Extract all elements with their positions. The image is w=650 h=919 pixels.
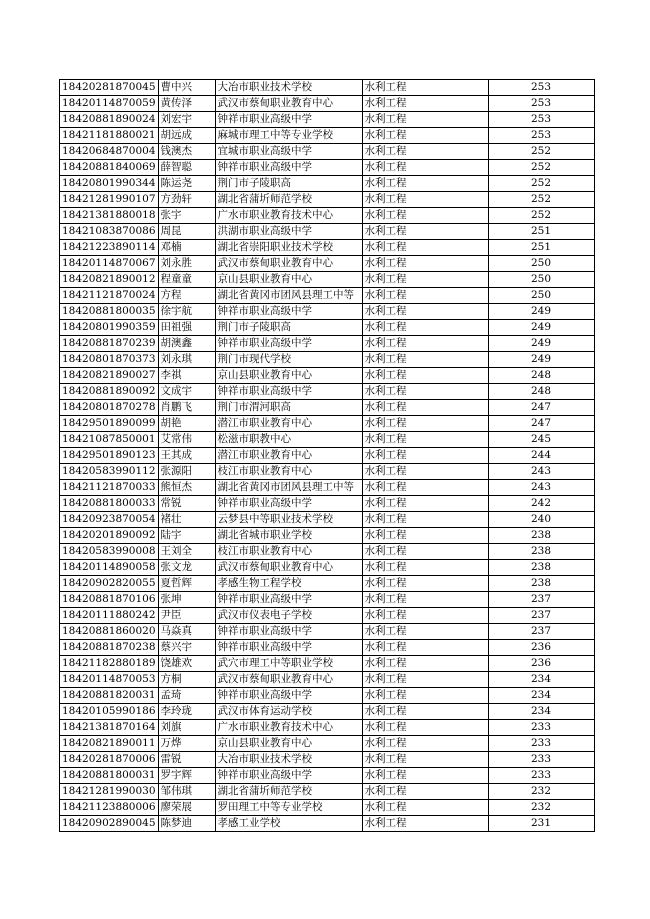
school-cell: 湖北省黄冈市团风县理工中等: [215, 480, 362, 496]
school-cell: 孝感生物工程学校: [215, 576, 362, 592]
candidate-id-cell: 18420821890011: [60, 736, 159, 752]
score-cell: 238: [488, 560, 594, 576]
candidate-id-cell: 18421381880018: [60, 208, 159, 224]
major-cell: 水利工程: [362, 608, 488, 624]
school-cell: 湖北省蒲圻师范学校: [215, 784, 362, 800]
candidate-id-cell: 18420881870238: [60, 640, 159, 656]
candidate-id-cell: 18420201890092: [60, 528, 159, 544]
score-cell: 252: [488, 144, 594, 160]
major-cell: 水利工程: [362, 240, 488, 256]
major-cell: 水利工程: [362, 736, 488, 752]
major-cell: 水利工程: [362, 752, 488, 768]
candidate-id-cell: 18420684870004: [60, 144, 159, 160]
school-cell: 宜城市职业高级中学: [215, 144, 362, 160]
candidate-id-cell: 18420881840069: [60, 160, 159, 176]
table-row: [60, 128, 595, 144]
student-name-cell: 曹中兴: [158, 80, 215, 96]
major-cell: 水利工程: [362, 96, 488, 112]
major-cell: 水利工程: [362, 560, 488, 576]
major-cell: 水利工程: [362, 352, 488, 368]
school-cell: 广水市职业教育技术中心: [215, 208, 362, 224]
candidate-id-cell: 18420583990112: [60, 464, 159, 480]
major-cell: 水利工程: [362, 400, 488, 416]
student-name-cell: 熊恒杰: [158, 480, 215, 496]
student-name-cell: 马焱真: [158, 624, 215, 640]
score-cell: 249: [488, 352, 594, 368]
major-cell: 水利工程: [362, 624, 488, 640]
candidate-id-cell: 18420801870278: [60, 400, 159, 416]
table-row: [60, 672, 595, 688]
student-name-cell: 文成宇: [158, 384, 215, 400]
student-name-cell: 肖鹏飞: [158, 400, 215, 416]
major-cell: 水利工程: [362, 784, 488, 800]
major-cell: 水利工程: [362, 368, 488, 384]
candidate-id-cell: 18421223890114: [60, 240, 159, 256]
student-name-cell: 陆宇: [158, 528, 215, 544]
student-name-cell: 刘宏宇: [158, 112, 215, 128]
candidate-id-cell: 18421281990107: [60, 192, 159, 208]
major-cell: 水利工程: [362, 304, 488, 320]
candidate-id-cell: 18420881890024: [60, 112, 159, 128]
candidate-id-cell: 18420114870053: [60, 672, 159, 688]
candidate-id-cell: 18420821890027: [60, 368, 159, 384]
score-cell: 249: [488, 320, 594, 336]
score-cell: 247: [488, 400, 594, 416]
student-name-cell: 胡远成: [158, 128, 215, 144]
student-name-cell: 张源阳: [158, 464, 215, 480]
school-cell: 大冶市职业技术学校: [215, 80, 362, 96]
school-cell: 荆门市渭河职高: [215, 400, 362, 416]
major-cell: 水利工程: [362, 160, 488, 176]
student-name-cell: 胡艳: [158, 416, 215, 432]
table-row: [60, 320, 595, 336]
candidate-id-cell: 18420902890045: [60, 816, 159, 832]
table-row: [60, 816, 595, 832]
score-cell: 251: [488, 224, 594, 240]
score-cell: 232: [488, 800, 594, 816]
school-cell: 荆门市子陵职高: [215, 176, 362, 192]
student-name-cell: 雷锐: [158, 752, 215, 768]
score-cell: 237: [488, 624, 594, 640]
school-cell: 潜江市职业教育中心: [215, 416, 362, 432]
score-cell: 252: [488, 192, 594, 208]
major-cell: 水利工程: [362, 336, 488, 352]
table-row: [60, 576, 595, 592]
school-cell: 麻城市理工中等专业学校: [215, 128, 362, 144]
score-cell: 248: [488, 384, 594, 400]
student-name-cell: 廖荣展: [158, 800, 215, 816]
score-cell: 232: [488, 784, 594, 800]
table-row: [60, 192, 595, 208]
candidate-id-cell: 18420281870006: [60, 752, 159, 768]
candidate-id-cell: 18421083870086: [60, 224, 159, 240]
major-cell: 水利工程: [362, 720, 488, 736]
candidate-id-cell: 18420281870045: [60, 80, 159, 96]
score-cell: 234: [488, 672, 594, 688]
major-cell: 水利工程: [362, 656, 488, 672]
score-cell: 252: [488, 208, 594, 224]
major-cell: 水利工程: [362, 288, 488, 304]
score-cell: 240: [488, 512, 594, 528]
candidate-id-cell: 18421182880189: [60, 656, 159, 672]
student-name-cell: 蔡兴宇: [158, 640, 215, 656]
student-name-cell: 尹臣: [158, 608, 215, 624]
school-cell: 钟祥市职业高级中学: [215, 160, 362, 176]
score-cell: 248: [488, 368, 594, 384]
school-cell: 大冶市职业技术学校: [215, 752, 362, 768]
table-row: [60, 720, 595, 736]
score-cell: 234: [488, 704, 594, 720]
major-cell: 水利工程: [362, 704, 488, 720]
candidate-id-cell: 18420821890012: [60, 272, 159, 288]
school-cell: 钟祥市职业高级中学: [215, 304, 362, 320]
score-cell: 247: [488, 416, 594, 432]
score-cell: 251: [488, 240, 594, 256]
candidate-id-cell: 18420881820031: [60, 688, 159, 704]
major-cell: 水利工程: [362, 816, 488, 832]
major-cell: 水利工程: [362, 112, 488, 128]
score-cell: 249: [488, 304, 594, 320]
major-cell: 水利工程: [362, 416, 488, 432]
major-cell: 水利工程: [362, 144, 488, 160]
table-row: [60, 640, 595, 656]
table-body: [60, 80, 595, 832]
candidate-id-cell: 18420881800031: [60, 768, 159, 784]
school-cell: 钟祥市职业高级中学: [215, 112, 362, 128]
table-row: [60, 384, 595, 400]
major-cell: 水利工程: [362, 464, 488, 480]
school-cell: 钟祥市职业高级中学: [215, 496, 362, 512]
student-name-cell: 刘永琪: [158, 352, 215, 368]
school-cell: 洪湖市职业高级中学: [215, 224, 362, 240]
table-row: [60, 736, 595, 752]
table-row: [60, 176, 595, 192]
table-row: [60, 656, 595, 672]
table-row: [60, 800, 595, 816]
table-row: [60, 400, 595, 416]
score-cell: 233: [488, 720, 594, 736]
candidate-id-cell: 18420881800035: [60, 304, 159, 320]
student-name-cell: 饶雄欢: [158, 656, 215, 672]
candidate-id-cell: 18421181880021: [60, 128, 159, 144]
table-row: [60, 96, 595, 112]
major-cell: 水利工程: [362, 576, 488, 592]
table-row: [60, 416, 595, 432]
candidate-id-cell: 18420881870239: [60, 336, 159, 352]
major-cell: 水利工程: [362, 688, 488, 704]
student-name-cell: 刘永胜: [158, 256, 215, 272]
score-cell: 250: [488, 288, 594, 304]
score-cell: 236: [488, 656, 594, 672]
table-row: [60, 784, 595, 800]
school-cell: 枝江市职业教育中心: [215, 464, 362, 480]
candidate-id-cell: 18420105990186: [60, 704, 159, 720]
major-cell: 水利工程: [362, 176, 488, 192]
candidate-id-cell: 18429501890099: [60, 416, 159, 432]
score-cell: 238: [488, 528, 594, 544]
results-table: [59, 79, 595, 832]
table-row: [60, 768, 595, 784]
table-row: [60, 432, 595, 448]
table-row: [60, 240, 595, 256]
score-cell: 250: [488, 272, 594, 288]
major-cell: 水利工程: [362, 800, 488, 816]
table-row: [60, 480, 595, 496]
candidate-id-cell: 18421087850001: [60, 432, 159, 448]
candidate-id-cell: 18420881800033: [60, 496, 159, 512]
candidate-id-cell: 18420923870054: [60, 512, 159, 528]
candidate-id-cell: 18421121870033: [60, 480, 159, 496]
school-cell: 云梦县中等职业技术学校: [215, 512, 362, 528]
score-cell: 238: [488, 576, 594, 592]
table-row: [60, 544, 595, 560]
candidate-id-cell: 18420111880242: [60, 608, 159, 624]
table-row: [60, 496, 595, 512]
student-name-cell: 王其成: [158, 448, 215, 464]
major-cell: 水利工程: [362, 432, 488, 448]
score-cell: 252: [488, 176, 594, 192]
score-cell: 244: [488, 448, 594, 464]
table-row: [60, 464, 595, 480]
table-row: [60, 688, 595, 704]
student-name-cell: 邓楠: [158, 240, 215, 256]
table-row: [60, 224, 595, 240]
school-cell: 钟祥市职业高级中学: [215, 336, 362, 352]
major-cell: 水利工程: [362, 512, 488, 528]
student-name-cell: 田祖强: [158, 320, 215, 336]
school-cell: 枝江市职业教育中心: [215, 544, 362, 560]
major-cell: 水利工程: [362, 320, 488, 336]
table-row: [60, 592, 595, 608]
student-name-cell: 周昆: [158, 224, 215, 240]
school-cell: 孝感工业学校: [215, 816, 362, 832]
major-cell: 水利工程: [362, 272, 488, 288]
candidate-id-cell: 18420801990344: [60, 176, 159, 192]
score-cell: 233: [488, 768, 594, 784]
student-name-cell: 方劲轩: [158, 192, 215, 208]
major-cell: 水利工程: [362, 640, 488, 656]
table-row: [60, 352, 595, 368]
school-cell: 钟祥市职业高级中学: [215, 640, 362, 656]
table-row: [60, 256, 595, 272]
student-name-cell: 李祺: [158, 368, 215, 384]
table-row: [60, 528, 595, 544]
score-cell: 253: [488, 80, 594, 96]
student-name-cell: 孟琦: [158, 688, 215, 704]
school-cell: 荆门市子陵职高: [215, 320, 362, 336]
score-cell: 253: [488, 96, 594, 112]
student-name-cell: 陈运尧: [158, 176, 215, 192]
table-row: [60, 368, 595, 384]
candidate-id-cell: 18420881860020: [60, 624, 159, 640]
candidate-id-cell: 18420881890092: [60, 384, 159, 400]
score-cell: 234: [488, 688, 594, 704]
major-cell: 水利工程: [362, 544, 488, 560]
candidate-id-cell: 18420583990008: [60, 544, 159, 560]
student-name-cell: 张坤: [158, 592, 215, 608]
table-row: [60, 272, 595, 288]
table-row: [60, 288, 595, 304]
candidate-id-cell: 18420902820055: [60, 576, 159, 592]
candidate-id-cell: 18421281990030: [60, 784, 159, 800]
score-cell: 243: [488, 480, 594, 496]
major-cell: 水利工程: [362, 768, 488, 784]
school-cell: 湖北省崇阳职业技术学校: [215, 240, 362, 256]
school-cell: 武汉市蔡甸职业教育中心: [215, 256, 362, 272]
score-cell: 245: [488, 432, 594, 448]
student-name-cell: 钱澳杰: [158, 144, 215, 160]
school-cell: 京山县职业教育中心: [215, 272, 362, 288]
candidate-id-cell: 18421121870024: [60, 288, 159, 304]
major-cell: 水利工程: [362, 384, 488, 400]
school-cell: 钟祥市职业高级中学: [215, 384, 362, 400]
table-row: [60, 336, 595, 352]
school-cell: 潜江市职业教育中心: [215, 448, 362, 464]
student-name-cell: 夏哲辉: [158, 576, 215, 592]
table-row: [60, 448, 595, 464]
table-row: [60, 624, 595, 640]
student-name-cell: 方桐: [158, 672, 215, 688]
major-cell: 水利工程: [362, 496, 488, 512]
major-cell: 水利工程: [362, 192, 488, 208]
major-cell: 水利工程: [362, 80, 488, 96]
student-name-cell: 李玲珑: [158, 704, 215, 720]
school-cell: 武汉市体育运动学校: [215, 704, 362, 720]
candidate-id-cell: 18420114870067: [60, 256, 159, 272]
school-cell: 荆门市现代学校: [215, 352, 362, 368]
table-row: [60, 752, 595, 768]
candidate-id-cell: 18420114870059: [60, 96, 159, 112]
school-cell: 湖北省城市职业学校: [215, 528, 362, 544]
table-row: [60, 208, 595, 224]
student-name-cell: 艾常伟: [158, 432, 215, 448]
major-cell: 水利工程: [362, 448, 488, 464]
candidate-id-cell: 18421381870164: [60, 720, 159, 736]
score-cell: 250: [488, 256, 594, 272]
student-name-cell: 黄传泽: [158, 96, 215, 112]
school-cell: 松滋市职教中心: [215, 432, 362, 448]
student-name-cell: 程童童: [158, 272, 215, 288]
school-cell: 广水市职业教育技术中心: [215, 720, 362, 736]
score-cell: 233: [488, 736, 594, 752]
student-name-cell: 胡澳鑫: [158, 336, 215, 352]
table-row: [60, 144, 595, 160]
table-row: [60, 560, 595, 576]
school-cell: 钟祥市职业高级中学: [215, 768, 362, 784]
candidate-id-cell: 18420801870373: [60, 352, 159, 368]
school-cell: 钟祥市职业高级中学: [215, 624, 362, 640]
school-cell: 罗田理工中等专业学校: [215, 800, 362, 816]
student-name-cell: 罗宇辉: [158, 768, 215, 784]
score-cell: 236: [488, 640, 594, 656]
major-cell: 水利工程: [362, 208, 488, 224]
major-cell: 水利工程: [362, 528, 488, 544]
student-name-cell: 薛智聪: [158, 160, 215, 176]
school-cell: 武汉市仪表电子学校: [215, 608, 362, 624]
score-cell: 237: [488, 592, 594, 608]
table-row: [60, 704, 595, 720]
student-name-cell: 邹伟琪: [158, 784, 215, 800]
major-cell: 水利工程: [362, 672, 488, 688]
major-cell: 水利工程: [362, 480, 488, 496]
student-name-cell: 王刘全: [158, 544, 215, 560]
student-name-cell: 褚壮: [158, 512, 215, 528]
student-name-cell: 万烨: [158, 736, 215, 752]
table-row: [60, 608, 595, 624]
school-cell: 京山县职业教育中心: [215, 736, 362, 752]
score-cell: 237: [488, 608, 594, 624]
score-cell: 238: [488, 544, 594, 560]
major-cell: 水利工程: [362, 128, 488, 144]
student-name-cell: 张宇: [158, 208, 215, 224]
school-cell: 湖北省黄冈市团风县理工中等: [215, 288, 362, 304]
school-cell: 武汉市蔡甸职业教育中心: [215, 96, 362, 112]
score-cell: 242: [488, 496, 594, 512]
score-cell: 252: [488, 160, 594, 176]
major-cell: 水利工程: [362, 256, 488, 272]
score-cell: 233: [488, 752, 594, 768]
school-cell: 武汉市蔡甸职业教育中心: [215, 560, 362, 576]
score-cell: 253: [488, 112, 594, 128]
school-cell: 京山县职业教育中心: [215, 368, 362, 384]
school-cell: 武汉市蔡甸职业教育中心: [215, 672, 362, 688]
table-row: [60, 304, 595, 320]
score-cell: 243: [488, 464, 594, 480]
major-cell: 水利工程: [362, 224, 488, 240]
candidate-id-cell: 18420881870106: [60, 592, 159, 608]
table-row: [60, 80, 595, 96]
score-cell: 231: [488, 816, 594, 832]
school-cell: 钟祥市职业高级中学: [215, 688, 362, 704]
student-name-cell: 徐宇航: [158, 304, 215, 320]
student-name-cell: 刘旗: [158, 720, 215, 736]
score-cell: 253: [488, 128, 594, 144]
student-name-cell: 常锐: [158, 496, 215, 512]
student-name-cell: 张文龙: [158, 560, 215, 576]
student-name-cell: 方程: [158, 288, 215, 304]
major-cell: 水利工程: [362, 592, 488, 608]
school-cell: 武穴市理工中等职业学校: [215, 656, 362, 672]
school-cell: 钟祥市职业高级中学: [215, 592, 362, 608]
table-row: [60, 112, 595, 128]
table-row: [60, 160, 595, 176]
candidate-id-cell: 18429501890123: [60, 448, 159, 464]
table-row: [60, 512, 595, 528]
school-cell: 湖北省蒲圻师范学校: [215, 192, 362, 208]
candidate-id-cell: 18421123880006: [60, 800, 159, 816]
score-cell: 249: [488, 336, 594, 352]
student-name-cell: 陈梦迪: [158, 816, 215, 832]
candidate-id-cell: 18420801990359: [60, 320, 159, 336]
candidate-id-cell: 18420114890058: [60, 560, 159, 576]
